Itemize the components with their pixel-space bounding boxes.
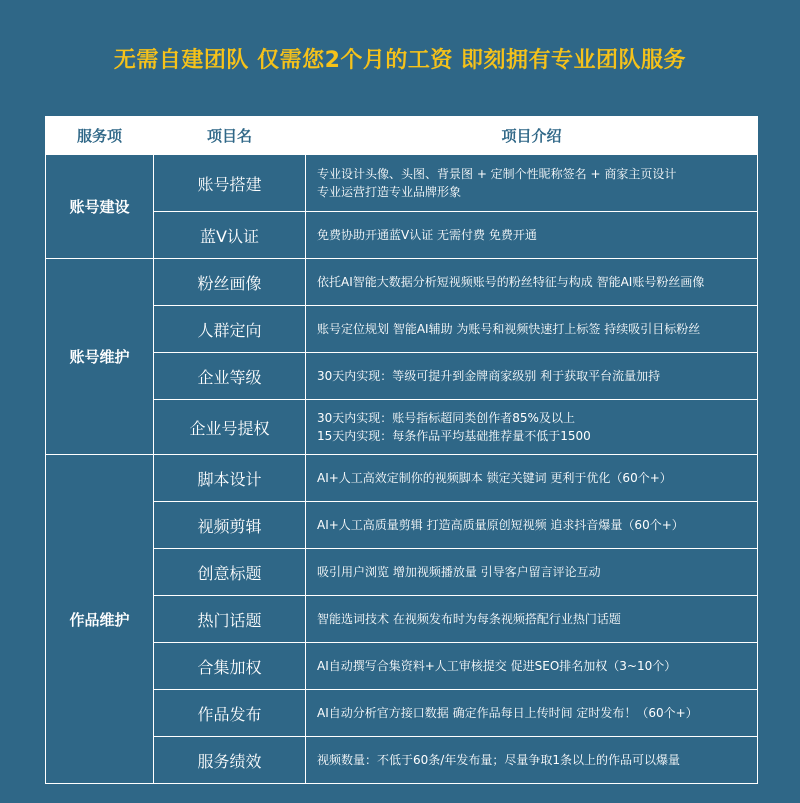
- desc-line: 专业运营打造专业品牌形象: [317, 185, 462, 199]
- project-name-cell: 企业号提权: [154, 400, 306, 455]
- project-name-cell: 账号搭建: [154, 155, 306, 212]
- project-desc-cell: [306, 549, 758, 596]
- desc-line: 专业设计头像、头图、背景图 + 定制个性昵称签名 + 商家主页设计: [317, 167, 677, 181]
- desc-line: 30天内实现：等级可提升到金牌商家级别 利于获取平台流量加持: [317, 369, 661, 383]
- desc-line: 依托AI智能大数据分析短视频账号的粉丝特征与构成 智能AI账号粉丝画像: [317, 275, 705, 289]
- project-name-cell: 创意标题: [154, 549, 306, 596]
- project-desc-cell: [306, 455, 758, 502]
- header-service: 服务项: [46, 117, 154, 155]
- desc-line: 智能选词技术 在视频发布时为每条视频搭配行业热门话题: [317, 612, 621, 626]
- category-cell: 账号维护: [46, 259, 154, 455]
- project-desc-cell: [306, 212, 758, 259]
- project-name-cell: 人群定向: [154, 306, 306, 353]
- table-row: [46, 455, 758, 502]
- project-name-cell: 作品发布: [154, 690, 306, 737]
- desc-line: 吸引用户浏览 增加视频播放量 引导客户留言评论互动: [317, 565, 601, 579]
- project-name-cell: 合集加权: [154, 643, 306, 690]
- table-row: [46, 155, 758, 212]
- header-project-name: 项目名: [154, 117, 306, 155]
- project-name-cell: 热门话题: [154, 596, 306, 643]
- project-name-cell: 视频剪辑: [154, 502, 306, 549]
- project-desc-cell: [306, 155, 758, 212]
- table-row: [46, 259, 758, 306]
- project-desc-cell: [306, 400, 758, 455]
- project-name-cell: 蓝V认证: [154, 212, 306, 259]
- project-desc-cell: [306, 737, 758, 784]
- project-desc-cell: [306, 502, 758, 549]
- desc-line: 视频数量：不低于60条/年发布量；尽量争取1条以上的作品可以爆量: [317, 753, 680, 767]
- page-headline: 无需自建团队 仅需您2个月的工资 即刻拥有专业团队服务: [113, 48, 687, 73]
- header-project-intro: 项目介绍: [306, 117, 758, 155]
- project-desc-cell: [306, 259, 758, 306]
- desc-line: 免费协助开通蓝V认证 无需付费 免费开通: [317, 228, 537, 242]
- project-desc-cell: [306, 596, 758, 643]
- desc-line: AI自动分析官方接口数据 确定作品每日上传时间 定时发布！（60个+）: [317, 706, 698, 720]
- desc-line: AI+人工高质量剪辑 打造高质量原创短视频 追求抖音爆量（60个+）: [317, 518, 684, 532]
- project-name-cell: 粉丝画像: [154, 259, 306, 306]
- project-desc-cell: [306, 353, 758, 400]
- category-cell: 作品维护: [46, 455, 154, 784]
- project-name-cell: 脚本设计: [154, 455, 306, 502]
- service-table: [45, 116, 758, 784]
- project-name-cell: 企业等级: [154, 353, 306, 400]
- desc-line: AI自动撰写合集资料+人工审核提交 促进SEO排名加权（3~10个）: [317, 659, 677, 673]
- desc-line: 账号定位规划 智能AI辅助 为账号和视频快速打上标签 持续吸引目标粉丝: [317, 322, 701, 336]
- project-desc-cell: [306, 306, 758, 353]
- desc-line: 30天内实现：账号指标超同类创作者85%及以上: [317, 411, 575, 425]
- category-cell: 账号建设: [46, 155, 154, 259]
- desc-line: 15天内实现：每条作品平均基础推荐量不低于1500: [317, 429, 591, 443]
- project-desc-cell: [306, 690, 758, 737]
- desc-line: AI+人工高效定制你的视频脚本 锁定关键词 更利于优化（60个+）: [317, 471, 672, 485]
- project-name-cell: 服务绩效: [154, 737, 306, 784]
- table-header-row: [46, 117, 758, 155]
- project-desc-cell: [306, 643, 758, 690]
